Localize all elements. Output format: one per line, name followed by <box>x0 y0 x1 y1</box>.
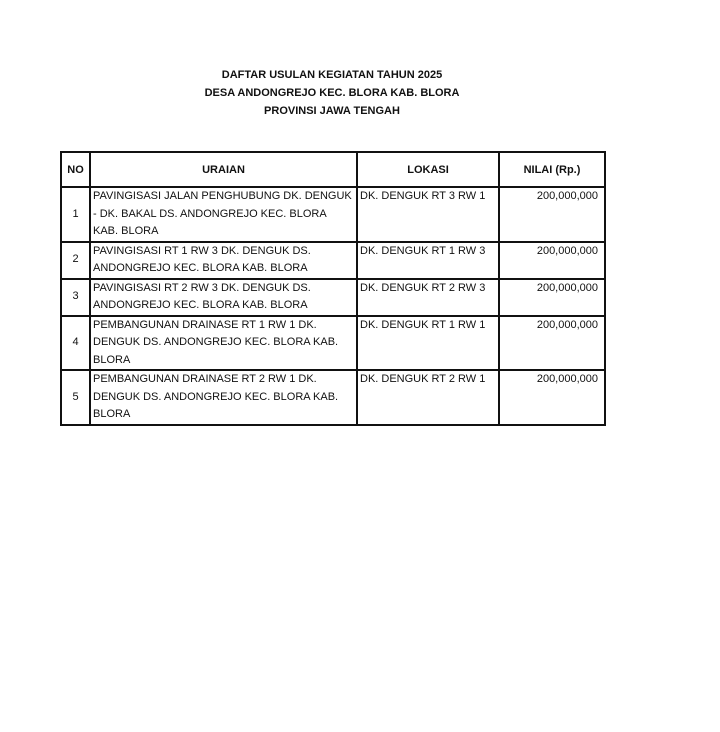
table-row <box>61 279 605 316</box>
proposal-table <box>60 151 606 426</box>
row-location: DK. DENGUK RT 1 RW 1 <box>357 316 499 371</box>
document-subtitle-province: PROVINSI JAWA TENGAH <box>264 105 400 117</box>
row-description: PEMBANGUNAN DRAINASE RT 2 RW 1 DK. DENGUK DS. ANDONGREJO KEC. BLORA KAB. BLORA <box>90 370 357 425</box>
column-header-lokasi: LOKASI <box>357 152 499 187</box>
row-number: 1 <box>61 187 90 242</box>
row-number: 5 <box>61 370 90 425</box>
row-value: 200,000,000 <box>499 316 605 371</box>
row-location: DK. DENGUK RT 2 RW 1 <box>357 370 499 425</box>
row-value: 200,000,000 <box>499 242 605 279</box>
row-location: DK. DENGUK RT 3 RW 1 <box>357 187 499 242</box>
row-number: 4 <box>61 316 90 371</box>
column-header-uraian: URAIAN <box>90 152 357 187</box>
column-header-no: NO <box>61 152 90 187</box>
row-description: PAVINGISASI RT 2 RW 3 DK. DENGUK DS. ANDONGREJO KEC. BLORA KAB. BLORA <box>90 279 357 316</box>
row-number: 2 <box>61 242 90 279</box>
row-description: PAVINGISASI JALAN PENGHUBUNG DK. DENGUK - DK. BAKAL DS. ANDONGREJO KEC. BLORA KAB. BLORA <box>90 187 357 242</box>
row-location: DK. DENGUK RT 2 RW 3 <box>357 279 499 316</box>
table-row <box>61 242 605 279</box>
table-header-row <box>61 152 605 187</box>
table-row <box>61 187 605 242</box>
row-location: DK. DENGUK RT 1 RW 3 <box>357 242 499 279</box>
document-subtitle-village: DESA ANDONGREJO KEC. BLORA KAB. BLORA <box>204 87 460 99</box>
row-value: 200,000,000 <box>499 279 605 316</box>
table-row <box>61 370 605 425</box>
table-row <box>61 316 605 371</box>
row-value: 200,000,000 <box>499 187 605 242</box>
row-value: 200,000,000 <box>499 370 605 425</box>
row-description: PAVINGISASI RT 1 RW 3 DK. DENGUK DS. ANDONGREJO KEC. BLORA KAB. BLORA <box>90 242 357 279</box>
document-header <box>0 66 664 120</box>
row-description: PEMBANGUNAN DRAINASE RT 1 RW 1 DK. DENGUK DS. ANDONGREJO KEC. BLORA KAB. BLORA <box>90 316 357 371</box>
row-number: 3 <box>61 279 90 316</box>
column-header-nilai: NILAI (Rp.) <box>499 152 605 187</box>
document-title: DAFTAR USULAN KEGIATAN TAHUN 2025 <box>221 69 443 81</box>
